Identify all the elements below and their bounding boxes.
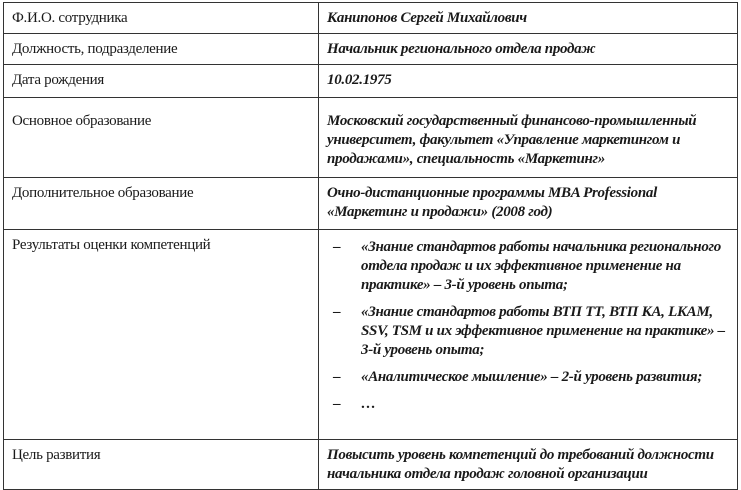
row-label: Результаты оценки компетенций xyxy=(4,230,319,440)
table-row xyxy=(4,230,738,440)
row-label: Цель развития xyxy=(4,440,319,490)
row-value: Канипонов Сергей Михайлович xyxy=(319,3,738,34)
row-value: Московский государственный финансово-промышленный университет, факультет «Управление маркетингом и продажами», специальность «Маркетинг» xyxy=(319,98,738,178)
table-row xyxy=(4,440,738,490)
row-value: Начальник регионального отдела продаж xyxy=(319,34,738,65)
table-row xyxy=(4,34,738,65)
list-item: – … xyxy=(327,395,729,414)
row-label: Дополнительное образование xyxy=(4,178,319,230)
list-item: – «Знание стандартов работы ВТП ТТ, ВТП КА, LKAM, SSV, TSM и их эффективное применение на практике» – 3-й уровень опыта; xyxy=(327,303,729,360)
row-value xyxy=(319,230,738,440)
list-item: – «Аналитическое мышление» – 2-й уровень развития; xyxy=(327,368,729,387)
row-value: Повысить уровень компетенций до требований должности начальника отдела продаж головной организации xyxy=(319,440,738,490)
table-row xyxy=(4,65,738,98)
row-label: Должность, подразделение xyxy=(4,34,319,65)
table-row xyxy=(4,3,738,34)
employee-profile-table xyxy=(3,2,738,490)
list-item: – «Знание стандартов работы начальника регионального отдела продаж и их эффективное применение на практике» – 3-й уровень опыта; xyxy=(327,238,729,295)
row-label: Дата рождения xyxy=(4,65,319,98)
table-row xyxy=(4,178,738,230)
row-label: Основное образование xyxy=(4,98,319,178)
competency-list xyxy=(327,238,729,414)
row-label: Ф.И.О. сотрудника xyxy=(4,3,319,34)
row-value: Очно-дистанционные программы MBA Professional «Маркетинг и продажи» (2008 год) xyxy=(319,178,738,230)
table-row xyxy=(4,98,738,178)
row-value: 10.02.1975 xyxy=(319,65,738,98)
